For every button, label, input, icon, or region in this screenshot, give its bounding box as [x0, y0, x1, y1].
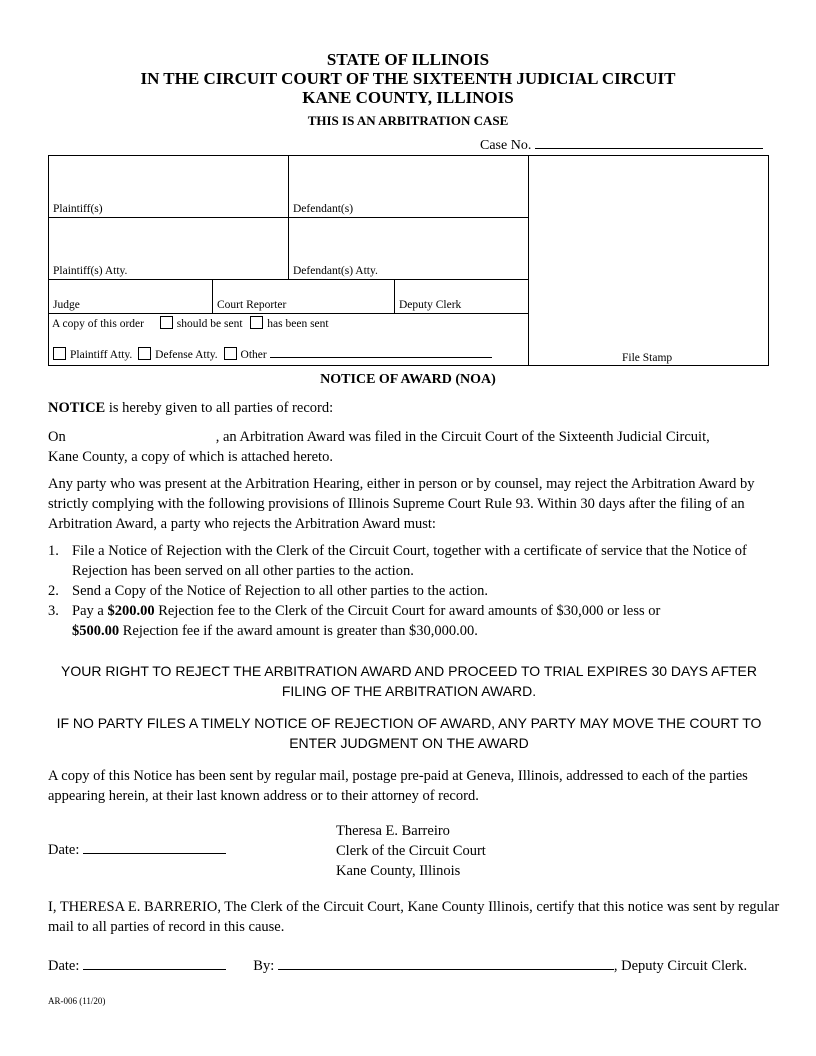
court-reporter-cell[interactable] — [212, 279, 395, 314]
plaintiff-atty-cell[interactable] — [48, 217, 289, 280]
step-2-number: 2. — [48, 583, 59, 599]
header-state: STATE OF ILLINOIS — [326, 50, 490, 69]
step-2 — [48, 581, 770, 601]
notice-intro-bold: NOTICE — [48, 400, 106, 416]
defendant-label: Defendant(s) — [293, 203, 354, 215]
step-3 — [48, 601, 770, 641]
award-filed-paragraph — [48, 427, 770, 467]
other-check-label: Other — [240, 349, 267, 361]
notice-intro-rest: is hereby given to all parties of record: — [105, 400, 334, 416]
date2-label: Date: — [48, 958, 80, 974]
defendant-cell[interactable] — [288, 155, 529, 218]
other-checkbox[interactable] — [224, 347, 237, 360]
fee-500: $500.00 — [72, 623, 120, 639]
by-label: By: — [253, 958, 275, 974]
date2-field[interactable] — [83, 957, 226, 970]
plaintiff-atty-checkbox[interactable] — [53, 347, 66, 360]
step-3-number: 3. — [48, 603, 59, 619]
award-filed-text: , an Arbitration Award was filed in the Circuit Court of the Sixteenth Judicial Circuit, — [215, 429, 710, 445]
right-to-reject-notice: YOUR RIGHT TO REJECT THE ARBITRATION AWARD AND PROCEED TO TRIAL EXPIRES 30 DAYS AFTER FILING OF THE ARBITRATION AWARD. — [60, 663, 757, 699]
clerk-name: Theresa E. Barreiro — [336, 823, 450, 839]
date-row — [48, 840, 226, 860]
step-1-number: 1. — [48, 543, 59, 559]
clerk-title: Clerk of the Circuit Court — [336, 843, 486, 859]
copy-order-label: A copy of this order — [52, 318, 144, 330]
case-no-row — [480, 134, 763, 156]
date-label: Date: — [48, 842, 80, 858]
has-been-sent-label: has been sent — [267, 318, 329, 330]
file-stamp-label: File Stamp — [622, 352, 673, 364]
plaintiff-label: Plaintiff(s) — [53, 203, 103, 215]
judgment-notice: IF NO PARTY FILES A TIMELY NOTICE OF REJECTION OF AWARD, ANY PARTY MAY MOVE THE COURT TO ENTER JUDGMENT ON THE AWARD — [56, 715, 762, 751]
case-no-field[interactable] — [535, 134, 763, 149]
step-3-text-c: Rejection fee if the award amount is greater than $30,000.00. — [119, 623, 478, 639]
should-be-sent-checkbox[interactable] — [160, 316, 173, 329]
plaintiff-cell[interactable] — [48, 155, 289, 218]
certification-paragraph: I, THERESA E. BARRERIO, The Clerk of the Circuit Court, Kane County Illinois, certify that this notice was sent by regular mail to all parties of record in this cause. — [48, 899, 780, 935]
deputy-clerk-label: Deputy Clerk — [399, 299, 462, 311]
should-be-sent-label: should be sent — [176, 318, 243, 330]
header-court: IN THE CIRCUIT COURT OF THE SIXTEENTH JUDICIAL CIRCUIT — [140, 69, 676, 88]
judge-label: Judge — [53, 299, 80, 311]
defendant-atty-label: Defendant(s) Atty. — [293, 265, 378, 277]
form-id: AR-006 (11/20) — [48, 996, 106, 1006]
notice-intro — [48, 398, 770, 418]
date-field[interactable] — [83, 841, 226, 854]
award-filed-line2: Kane County, a copy of which is attached hereto. — [48, 449, 333, 465]
fee-200: $200.00 — [107, 603, 155, 619]
defense-atty-check-label: Defense Atty. — [155, 349, 218, 361]
rejection-steps — [48, 541, 770, 641]
step-3-text-b: Rejection fee to the Clerk of the Circuit Court for award amounts of $30,000 or less or — [154, 603, 661, 619]
court-reporter-label: Court Reporter — [217, 299, 287, 311]
other-field[interactable] — [270, 346, 492, 358]
clerk-county: Kane County, Illinois — [336, 863, 461, 879]
on-label: On — [48, 429, 66, 445]
defendant-atty-cell[interactable] — [288, 217, 529, 280]
arbitration-subtitle: THIS IS AN ARBITRATION CASE — [307, 113, 509, 128]
mail-paragraph: A copy of this Notice has been sent by regular mail, postage pre-paid at Geneva, Illinois, addressed to each of the parties appearing herein, at their last known address or to their attorney of record. — [48, 768, 748, 804]
rejection-paragraph: Any party who was present at the Arbitration Hearing, either in person or by counsel, may reject the Arbitration Award by strictly complying with the following provisions of Illinois Supreme Court Rule 93. Within 30 days after the filing of an Arbitration Award, a party who rejects the Arbitration Award must: — [48, 476, 755, 532]
deputy-suffix: , Deputy Circuit Clerk. — [613, 958, 748, 974]
header-county: KANE COUNTY, ILLINOIS — [302, 88, 514, 107]
plaintiff-atty-label: Plaintiff(s) Atty. — [53, 265, 128, 277]
has-been-sent-checkbox[interactable] — [250, 316, 263, 329]
judge-cell[interactable] — [48, 279, 213, 314]
notice-title: NOTICE OF AWARD (NOA) — [320, 372, 496, 387]
step-2-text: Send a Copy of the Notice of Rejection to all other parties to the action. — [72, 583, 488, 599]
plaintiff-atty-check-label: Plaintiff Atty. — [70, 349, 133, 361]
deputy-row — [48, 956, 770, 976]
clerk-block — [336, 821, 486, 881]
case-no-label: Case No. — [480, 138, 532, 153]
step-1-text: File a Notice of Rejection with the Clerk of the Circuit Court, together with a certificate of service that the Notice of Rejection has been served on all other parties to the action. — [72, 543, 747, 579]
copy-order-row — [52, 316, 329, 330]
defense-atty-checkbox[interactable] — [138, 347, 151, 360]
deputy-clerk-cell[interactable] — [394, 279, 529, 314]
recipient-row — [53, 346, 492, 361]
file-stamp-cell — [528, 155, 769, 366]
deputy-signature-field[interactable] — [278, 957, 614, 970]
step-3-text-a: Pay a — [72, 603, 108, 619]
step-1 — [48, 541, 770, 581]
